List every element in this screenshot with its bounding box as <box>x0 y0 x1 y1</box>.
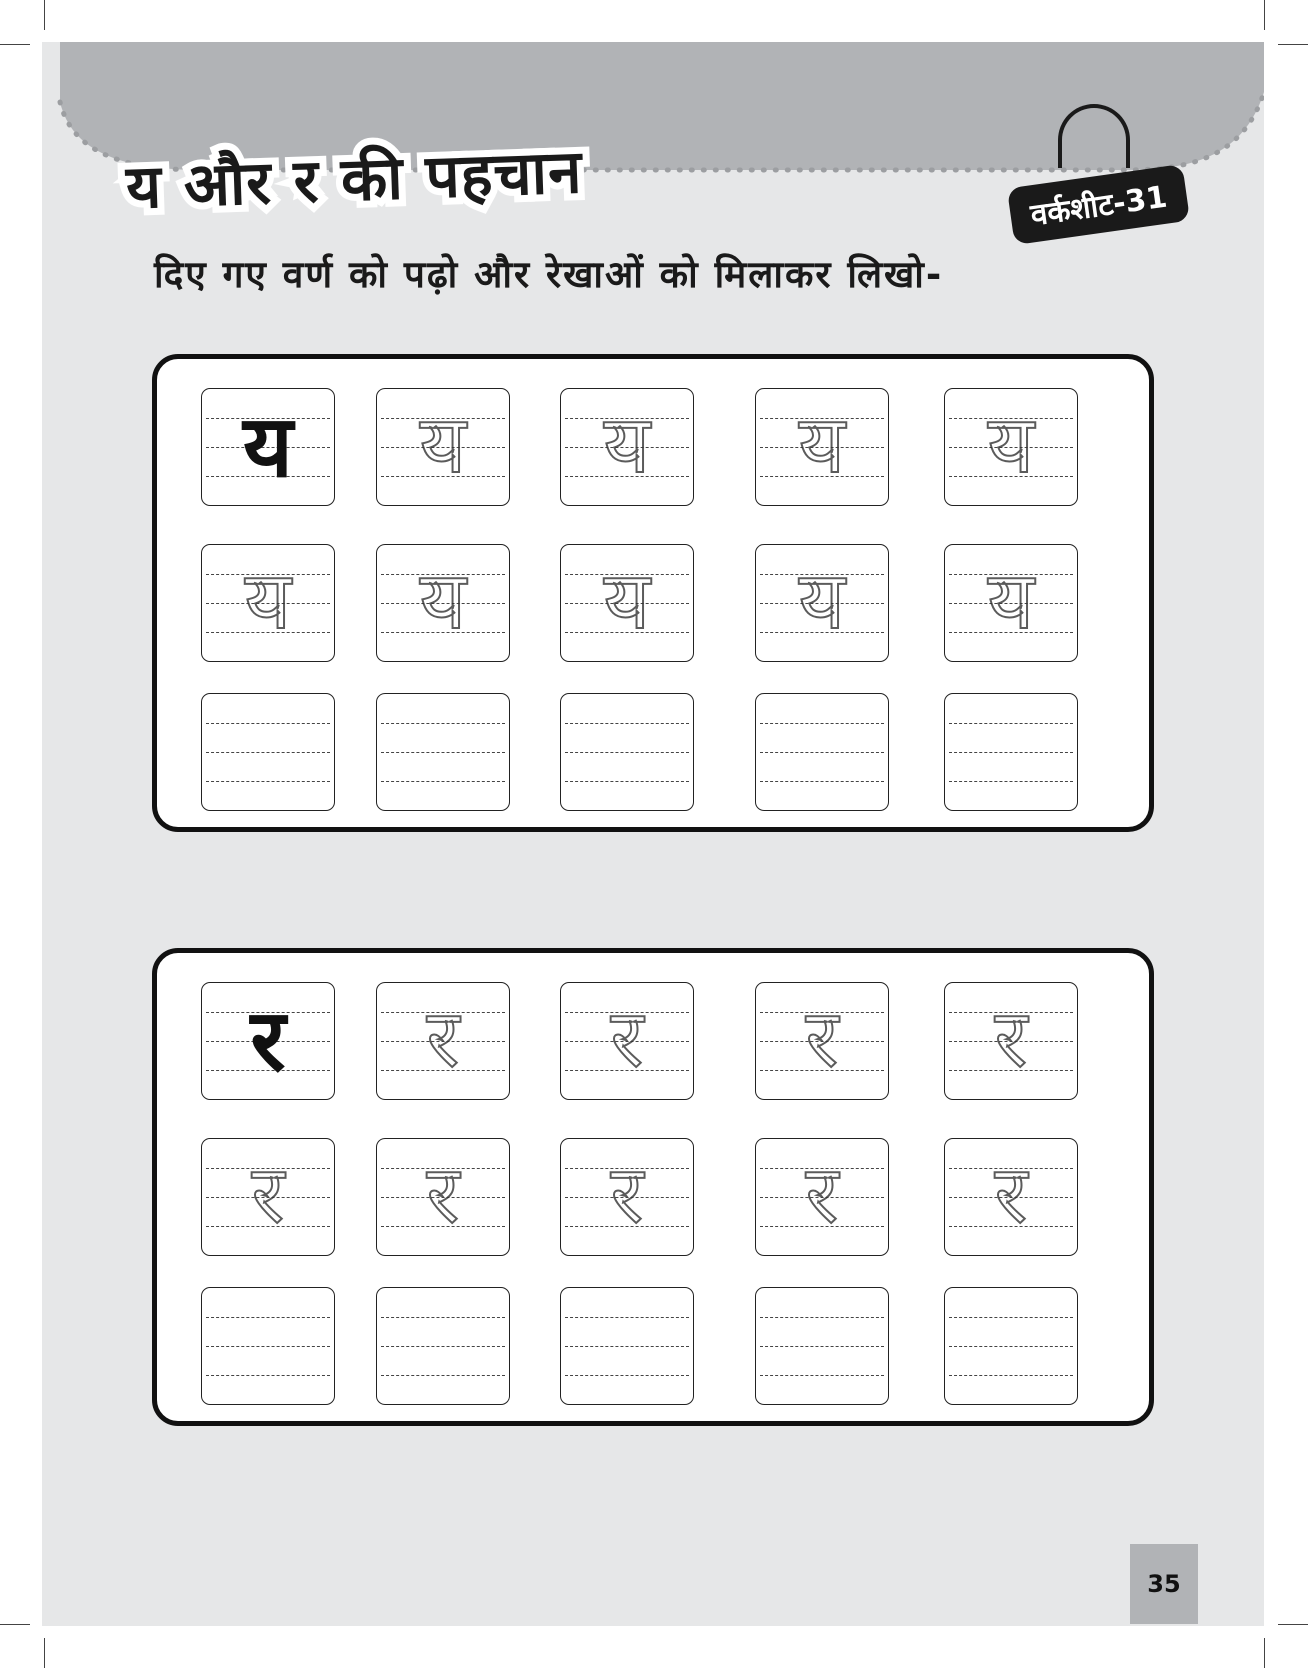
guide-line <box>760 723 884 724</box>
dotted-letter: य <box>798 398 846 491</box>
dotted-letter: र <box>610 992 644 1085</box>
guide-line <box>206 781 330 782</box>
tracing-box <box>376 544 510 662</box>
writing-box-blank[interactable] <box>560 1287 694 1405</box>
guide-line <box>206 723 330 724</box>
dotted-letter: य <box>987 398 1035 491</box>
dotted-letter: य <box>987 554 1035 647</box>
guide-line <box>381 781 505 782</box>
writing-box-blank[interactable] <box>755 693 889 811</box>
tracing-box <box>201 1138 335 1256</box>
tracing-box <box>560 982 694 1100</box>
worksheet-label: वर्कशीट-31 <box>1007 164 1190 245</box>
guide-line <box>381 752 505 753</box>
crop-mark <box>1264 0 1265 30</box>
guide-line <box>206 752 330 753</box>
model-letter: य <box>243 397 293 497</box>
writing-box-blank[interactable] <box>376 1287 510 1405</box>
guide-line <box>760 1346 884 1347</box>
guide-line <box>949 752 1073 753</box>
guide-line <box>565 752 689 753</box>
crop-mark <box>1278 44 1308 45</box>
crop-mark <box>44 0 45 30</box>
tracing-box <box>755 388 889 506</box>
dotted-letter: र <box>426 1148 460 1241</box>
dotted-letter: र <box>805 1148 839 1241</box>
tracing-box <box>944 1138 1078 1256</box>
dotted-letter: य <box>244 554 292 647</box>
crop-mark <box>44 1638 45 1668</box>
guide-line <box>949 1346 1073 1347</box>
guide-line <box>206 1317 330 1318</box>
crop-mark <box>0 44 30 45</box>
dotted-letter: र <box>251 1148 285 1241</box>
tracing-box <box>560 388 694 506</box>
writing-box-blank[interactable] <box>201 1287 335 1405</box>
tracing-box <box>201 544 335 662</box>
guide-line <box>565 781 689 782</box>
guide-line <box>949 723 1073 724</box>
guide-line <box>760 781 884 782</box>
page-number: 35 <box>1130 1544 1198 1624</box>
guide-line <box>949 1317 1073 1318</box>
tracing-box <box>755 544 889 662</box>
tracing-box <box>560 1138 694 1256</box>
writing-box-blank[interactable] <box>560 693 694 811</box>
page-title: य और र की पहचान <box>125 137 584 223</box>
tracing-box <box>944 544 1078 662</box>
tracing-box <box>376 1138 510 1256</box>
crop-mark <box>1264 1638 1265 1668</box>
guide-line <box>565 1375 689 1376</box>
instruction-text: दिए गए वर्ण को पढ़ो और रेखाओं को मिलाकर लिखो- <box>154 253 944 296</box>
dotted-letter: र <box>426 992 460 1085</box>
guide-line <box>565 723 689 724</box>
guide-line <box>381 1375 505 1376</box>
writing-box-blank[interactable] <box>376 693 510 811</box>
dotted-letter: य <box>798 554 846 647</box>
guide-line <box>949 781 1073 782</box>
practice-panel-ya <box>152 354 1154 832</box>
dotted-letter: य <box>603 554 651 647</box>
worksheet-tag <box>970 104 1210 264</box>
writing-box-blank[interactable] <box>755 1287 889 1405</box>
guide-line <box>381 1346 505 1347</box>
model-letter-box <box>201 388 335 506</box>
guide-line <box>760 1317 884 1318</box>
writing-box-blank[interactable] <box>944 693 1078 811</box>
crop-mark <box>0 1624 30 1625</box>
guide-line <box>760 752 884 753</box>
guide-line <box>760 1375 884 1376</box>
hanger-icon <box>1058 104 1130 168</box>
guide-line <box>565 1317 689 1318</box>
dotted-letter: य <box>603 398 651 491</box>
tracing-box <box>376 388 510 506</box>
tracing-box <box>755 1138 889 1256</box>
dotted-letter: र <box>805 992 839 1085</box>
crop-mark <box>1278 1624 1308 1625</box>
tracing-box <box>376 982 510 1100</box>
tracing-box <box>944 982 1078 1100</box>
writing-box-blank[interactable] <box>944 1287 1078 1405</box>
guide-line <box>206 1346 330 1347</box>
guide-line <box>206 1375 330 1376</box>
dotted-letter: र <box>994 1148 1028 1241</box>
dotted-letter: र <box>610 1148 644 1241</box>
writing-box-blank[interactable] <box>201 693 335 811</box>
guide-line <box>381 723 505 724</box>
guide-line <box>565 1346 689 1347</box>
practice-panel-ra <box>152 948 1154 1426</box>
tracing-box <box>755 982 889 1100</box>
tracing-box <box>560 544 694 662</box>
model-letter-box <box>201 982 335 1100</box>
dotted-letter: य <box>419 554 467 647</box>
model-letter: र <box>250 991 286 1091</box>
worksheet-page <box>42 42 1264 1626</box>
tracing-box <box>944 388 1078 506</box>
guide-line <box>949 1375 1073 1376</box>
dotted-letter: य <box>419 398 467 491</box>
guide-line <box>381 1317 505 1318</box>
dotted-letter: र <box>994 992 1028 1085</box>
